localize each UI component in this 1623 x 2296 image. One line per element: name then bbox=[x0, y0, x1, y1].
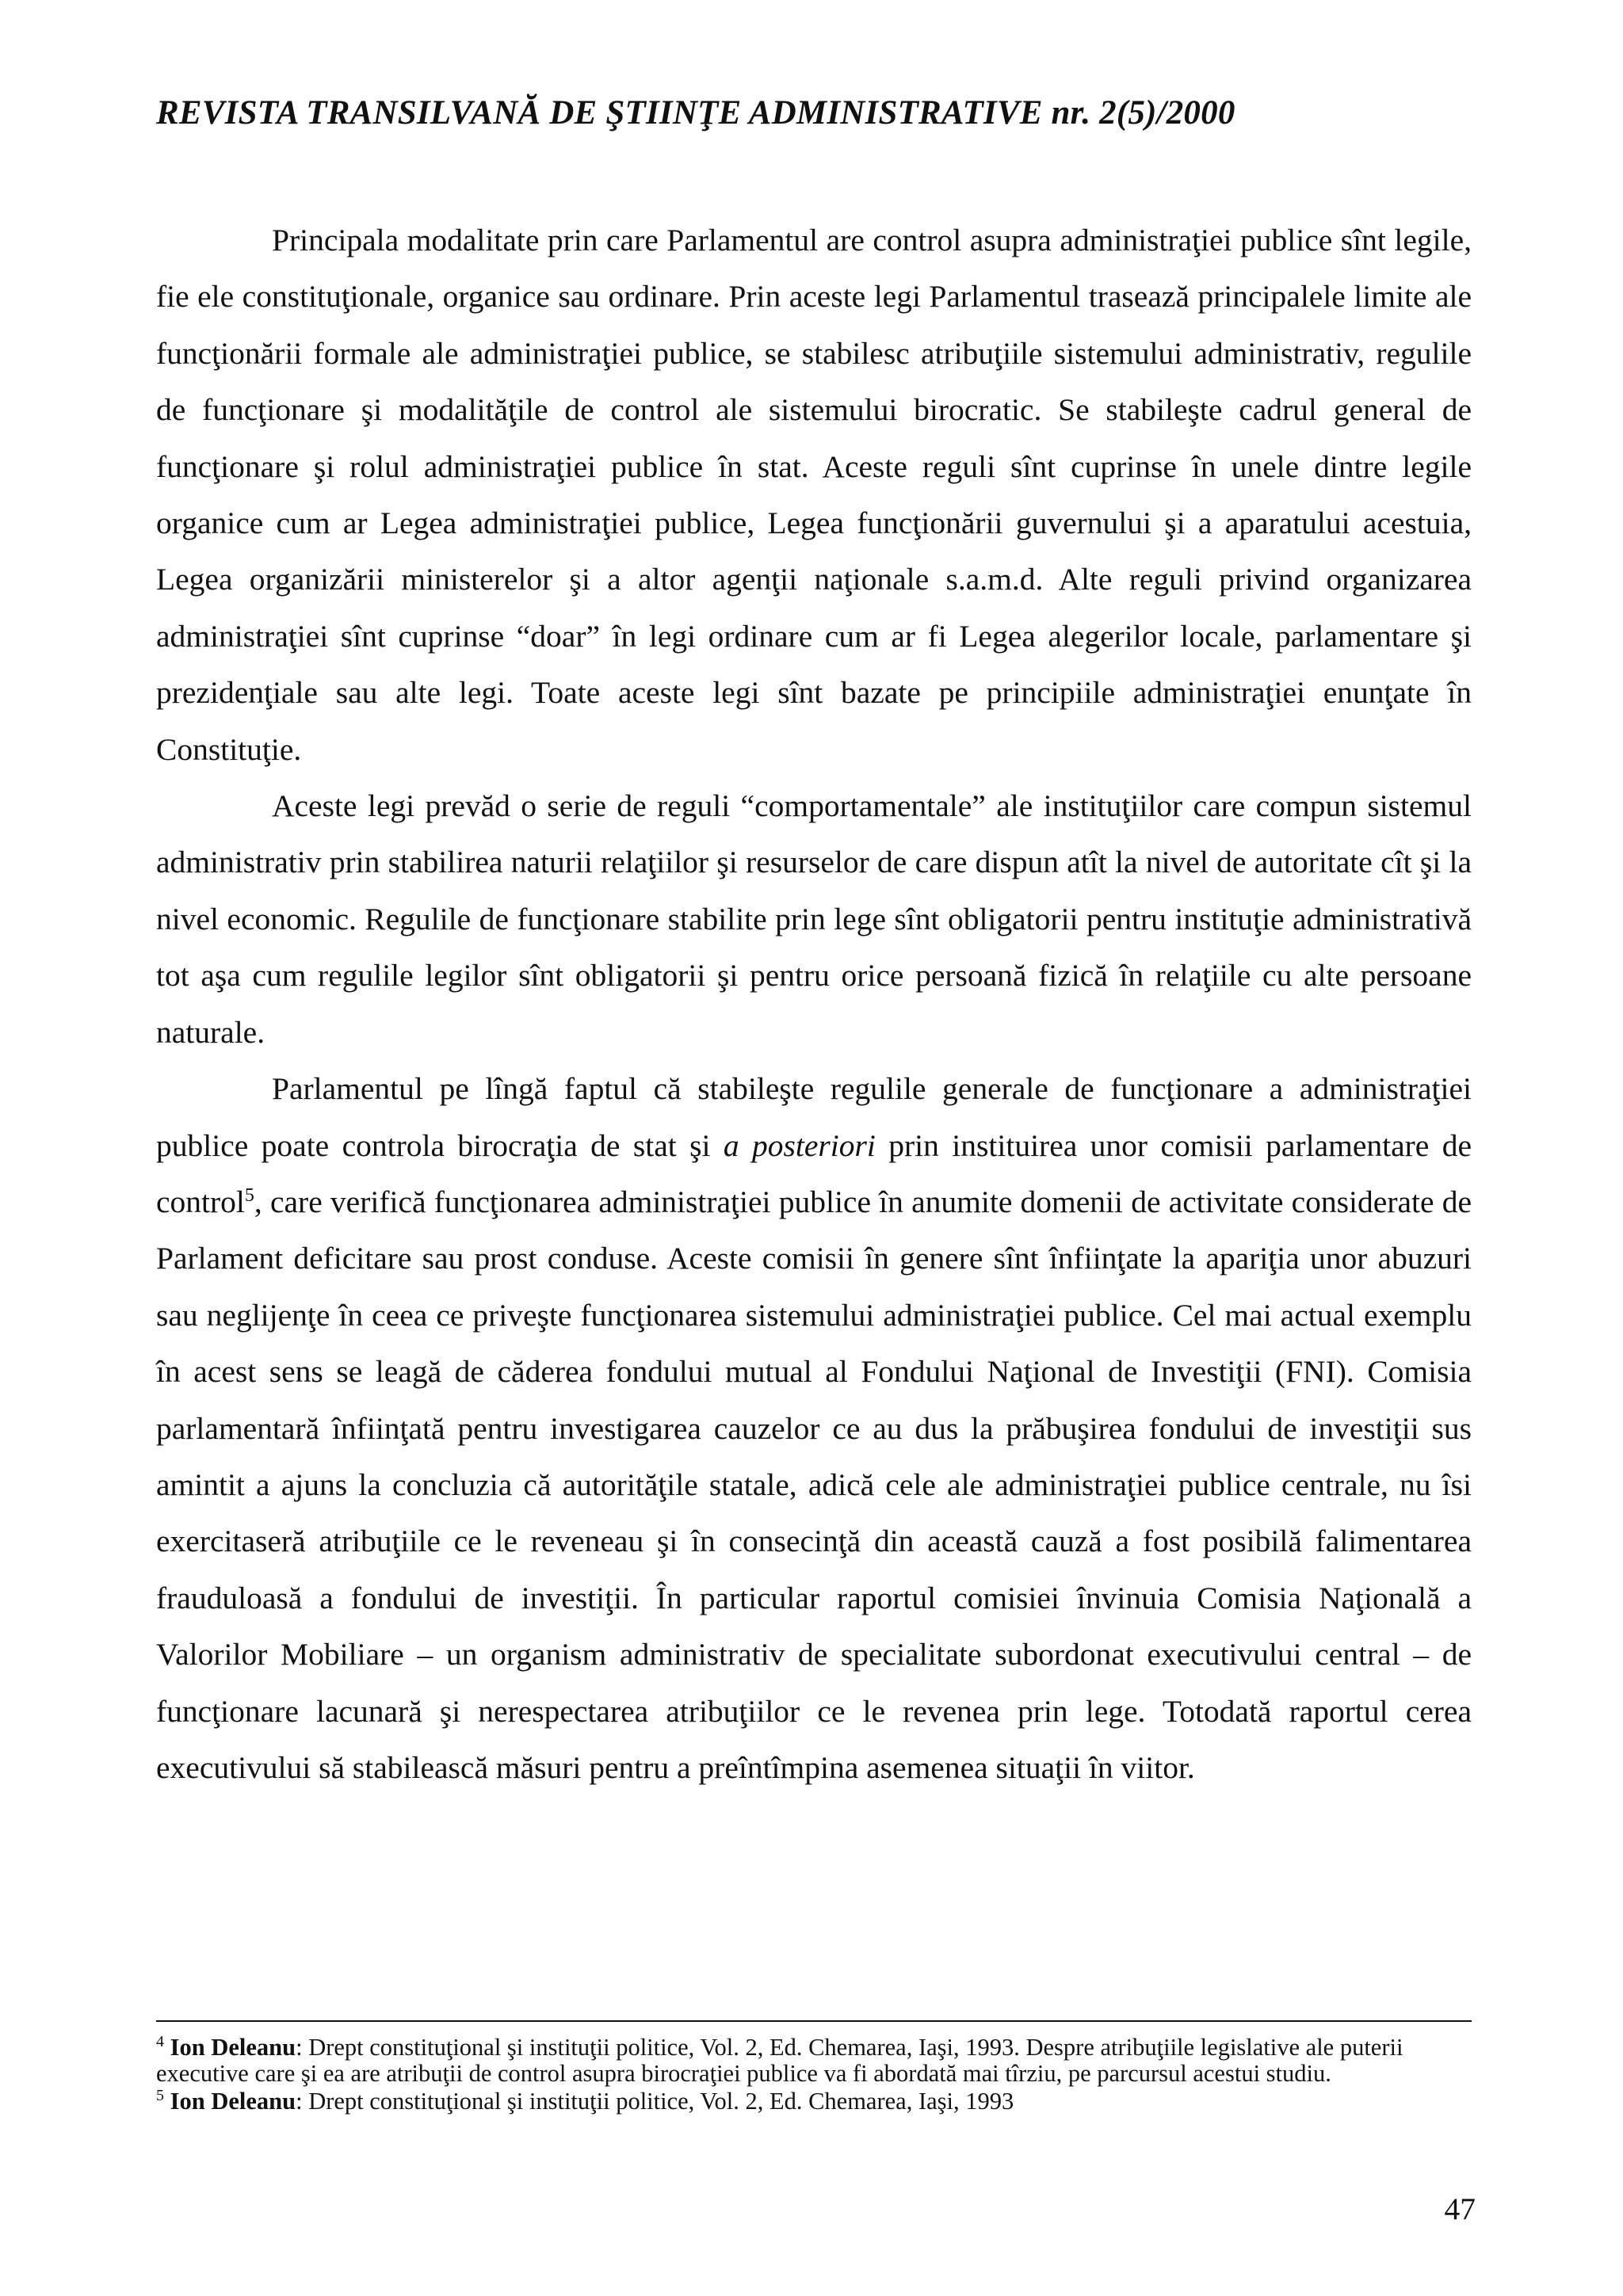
paragraph-3-part-c: , care verifică funcţionarea administraţiei publice în anumite domenii de activitate considerate de Parlament deficitare sau prost conduse. Aceste comisii în genere sînt înfiinţate la apariţia unor abuzuri sau neglijenţe în ceea ce priveşte funcţionarea sistemului administraţiei publice. Cel mai actual exemplu în acest sens se leagă de căderea fondului mutual al Fondului Naţional de Investiţii (FNI). Comisia parlamentară înfiinţată pentru investigarea cauzelor ce au dus la prăbuşirea fondului de investiţii sus amintit a ajuns la concluzia că autorităţile statale, adică cele ale administraţiei publice centrale, nu îsi exercitaseră atribuţiile ce le reveneau şi în consecinţă din această cauză a fost posibilă falimentarea frauduloasă a fondului de investiţii. În particular raportul comisiei învinuia Comisia Naţională a Valorilor Mobiliare – un organism administrativ de specialitate subordonat executivului central – de funcţionare lacunară şi nerespectarea atribuţiilor ce le revenea prin lege. Totodată raportul cerea executivului să stabilească măsuri pentru a preîntîmpina asemenea situaţii în viitor. bbox=[156, 1184, 1472, 1785]
paragraph-3-part-a: Parlamentul pe lîngă faptul că stabileşte regulile generale de funcţionare a administraţiei publice poate controla birocraţia de stat şi bbox=[156, 1071, 1472, 1163]
footnote-4 bbox=[156, 2032, 1472, 2087]
footnote-separator bbox=[156, 2020, 1472, 2022]
footnote-author: Ion Deleanu bbox=[170, 2034, 296, 2061]
italic-phrase: a posteriori bbox=[723, 1127, 876, 1163]
paragraph-2: Aceste legi prevăd o serie de reguli “comportamentale” ale instituţiilor care compun sistemul administrativ prin stabilirea naturii relaţiilor şi resurselor de care dispun atît la nivel de autoritate cît şi la nivel economic. Regulile de funcţionare stabilite prin lege sînt obligatorii pentru instituţie administrativă tot aşa cum regulile legilor sînt obligatorii şi pentru orice persoană fizică în relaţiile cu alte persoane naturale. bbox=[156, 788, 1472, 1050]
footnote-text: : Drept constituţional şi instituţii politice, Vol. 2, Ed. Chemarea, Iaşi, 1993. Despre atribuţiile legislative ale puterii executive care şi ea are atribuţii de control asupra birocraţiei publice va fi abordată mai tîrziu, pe parcursul acestui studiu. bbox=[156, 2034, 1403, 2087]
footnotes bbox=[156, 2032, 1472, 2116]
paragraph-3-part-b: prin instituirea unor comisii parlamentare de control bbox=[156, 1127, 1472, 1219]
paragraph-3 bbox=[156, 1061, 1472, 1796]
footnote-number: 5 bbox=[156, 2086, 164, 2104]
footnote-reference[interactable]: 5 bbox=[244, 1184, 254, 1206]
running-header: REVISTA TRANSILVANĂ DE ŞTIINŢE ADMINISTRATIVE nr. 2(5)/2000 bbox=[156, 94, 1235, 132]
footnote-number: 4 bbox=[156, 2032, 164, 2050]
page-number: 47 bbox=[1444, 2191, 1476, 2226]
footnote-author: Ion Deleanu bbox=[170, 2088, 296, 2115]
body-text bbox=[156, 212, 1472, 1796]
footnote-5 bbox=[156, 2088, 1472, 2115]
footnote-text: : Drept constituţional şi instituţii politice, Vol. 2, Ed. Chemarea, Iaşi, 1993 bbox=[296, 2088, 1014, 2115]
paragraph-1: Principala modalitate prin care Parlamentul are control asupra administraţiei publice sînt legile, fie ele constituţionale, organice sau ordinare. Prin aceste legi Parlamentul trasează principalele limite ale funcţionării formale ale administraţiei publice, se stabilesc atribuţiile sistemului administrativ, regulile de funcţionare şi modalităţile de control ale sistemului birocratic. Se stabileşte cadrul general de funcţionare şi rolul administraţiei publice în stat. Aceste reguli sînt cuprinse în unele dintre legile organice cum ar Legea administraţiei publice, Legea funcţionării guvernului şi a aparatului acestuia, Legea organizării ministerelor şi a altor agenţii naţionale s.a.m.d. Alte reguli privind organizarea administraţiei sînt cuprinse “doar” în legi ordinare cum ar fi Legea alegerilor locale, parlamentare şi prezidenţiale sau alte legi. Toate aceste legi sînt bazate pe principiile administraţiei enunţate în Constituţie. bbox=[156, 223, 1472, 767]
